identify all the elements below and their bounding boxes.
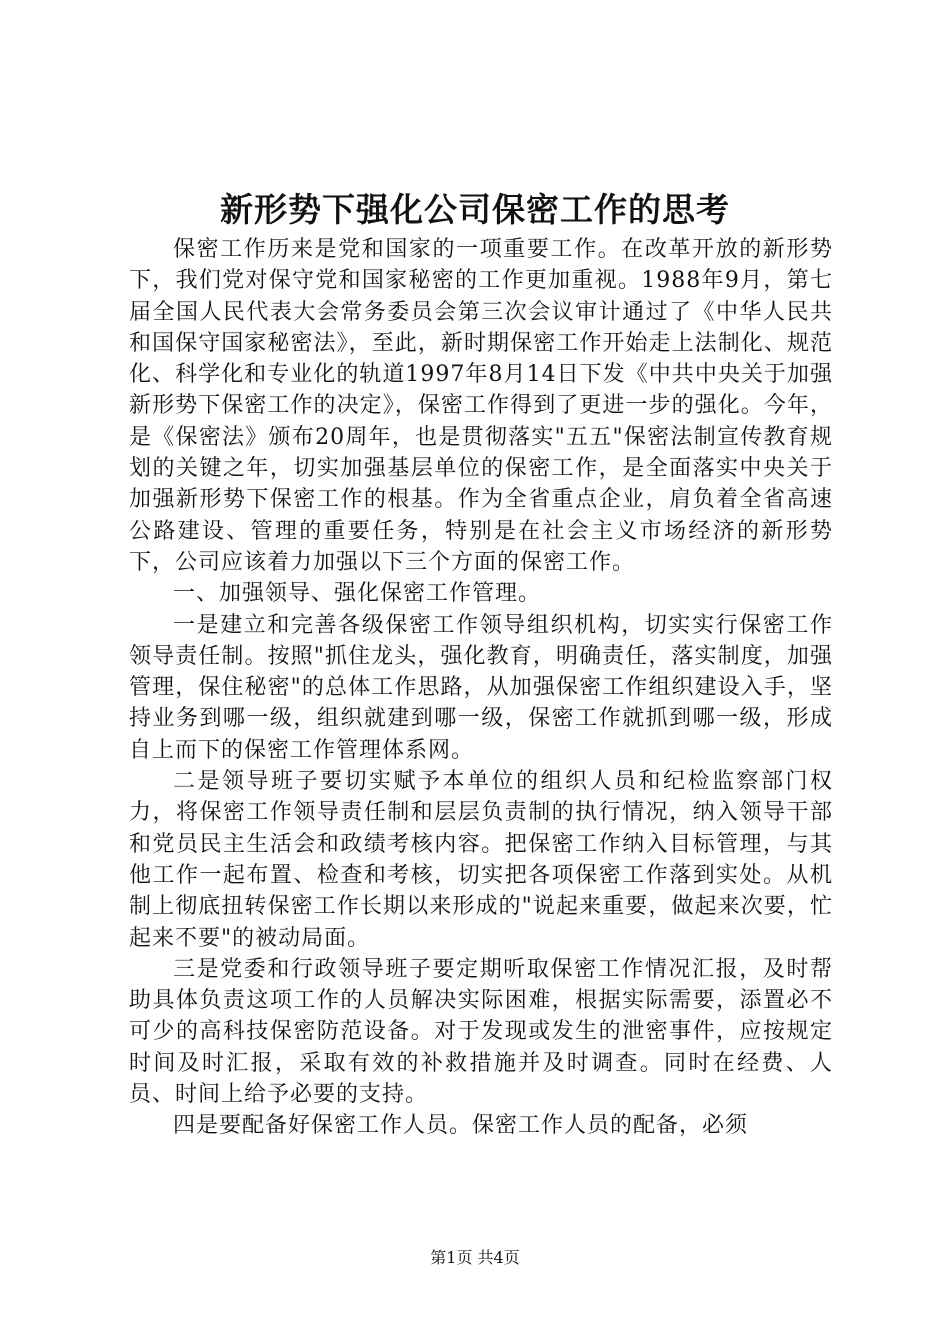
paragraph-point-2: 二是领导班子要切实赋予本单位的组织人员和纪检监察部门权力，将保密工作领导责任制和层层负责制的执行情况，纳入领导干部和党员民主生活会和政绩考核内容。把保密工作纳入目标管理，与其他工作一起布置、检查和考核，切实把各项保密工作落到实处。从机制上彻底扭转保密工作长期以来形成的"说起来重要，做起来次要，忙起来不要"的被动局面。 (129, 769, 833, 951)
paragraph-point-3: 三是党委和行政领导班子要定期听取保密工作情况汇报，及时帮助具体负责这项工作的人员解决实际困难，根据实际需要，添置必不可少的高科技保密防范设备。对于发现或发生的泄密事件，应按规定时间及时汇报，采取有效的补救措施并及时调查。同时在经费、人员、时间上给予必要的支持。 (129, 956, 833, 1108)
page-footer: 第1页 共4页 (430, 1248, 520, 1267)
document-body (129, 234, 833, 1142)
paragraph-point-4: 四是要配备好保密工作人员。保密工作人员的配备，必须 (173, 1113, 749, 1139)
paragraph-point-1: 一是建立和完善各级保密工作领导组织机构，切实实行保密工作领导责任制。按照"抓住龙头，强化教育，明确责任，落实制度，加强管理，保住秘密"的总体工作思路，从加强保密工作组织建设入手，坚持业务到哪一级，组织就建到哪一级，保密工作就抓到哪一级，形成自上而下的保密工作管理体系网。 (129, 612, 833, 763)
paragraph-intro: 保密工作历来是党和国家的一项重要工作。在改革开放的新形势下，我们党对保守党和国家秘密的工作更加重视。1988年9月，第七届全国人民代表大会常务委员会第三次会议审计通过了《中华人民共和国保守国家秘密法》，至此，新时期保密工作开始走上法制化、规范化、科学化和专业化的轨道1997年8月14日下发《中共中央关于加强新形势下保密工作的决定》，保密工作得到了更进一步的强化。今年，是《保密法》颁布20周年，也是贯彻落实"五五"保密法制宣传教育规划的关键之年，切实加强基层单位的保密工作，是全面落实中央关于加强新形势下保密工作的根基。作为全省重点企业，肩负着全省高速公路建设、管理的重要任务，特别是在社会主义市场经济的新形势下，公司应该着力加强以下三个方面的保密工作。 (129, 237, 833, 575)
document-title: 新形势下强化公司保密工作的思考 (220, 190, 730, 229)
section-heading-1: 一、加强领导、强化保密工作管理。 (173, 581, 542, 607)
